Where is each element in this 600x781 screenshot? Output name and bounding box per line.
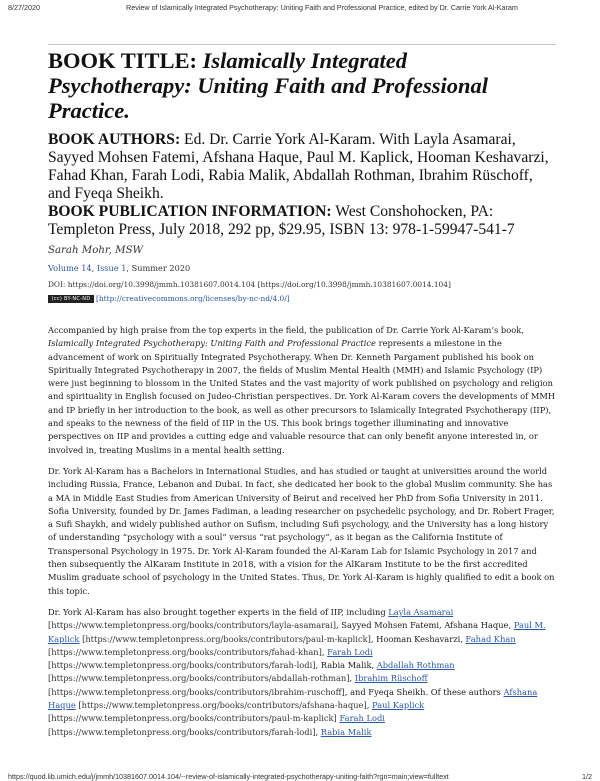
- book-authors-label: BOOK AUTHORS:: [48, 131, 181, 148]
- doi: DOI: https://doi.org/10.3998/jmmh.10381607.0014.104 [https://doi.org/10.3998/jmmh.10381607.0014.104]: [48, 280, 451, 289]
- paragraph-3: Dr. York Al-Karam has also brought together experts in the field of IIP, including Layla Asamarai [https://www.templetonpress.org/books/contributors/layla-asamarai], Sayyed Mohsen Fatemi, Afshana Haque, Paul M. Kaplick [https://www.templetonpress.org/books/contributors/paul-m-kaplick], Hooman Keshavarzi, Fahad Khan [https://www.templetonpress.org/books/contributors/fahad-khan], Farah Lodi [https://www.templetonpress.org/books/contributors/farah-lodi], Rabia Malik, Abdallah Rothman [https://www.templetonpress.org/books/contributors/abdallah-rothman], Ibrahim Rüschoff [https://www.templetonpress.org/books/contributors/ibrahim-ruschoff], and Fyeqa Sheikh. Of these authors Afshana Haque [https://www.templetonpress.org/books/contributors/afshana-haque], Paul Kaplick [https://www.templetonpress.org/books/contributors/paul-m-kaplick] Farah Lodi [https://www.templetonpress.org/books/contributors/farah-lodi], Rabia Malik: [48, 606, 546, 737]
- contributor-link[interactable]: Ibrahim Rüschoff: [354, 673, 428, 684]
- license: [48, 294, 556, 303]
- book-authors-text: Ed. Dr. Carrie York Al-Karam. With Layla Asamarai, Sayyed Mohsen Fatemi, Afshana Haque, Paul M. Kaplick, Hooman Keshavarzi, Fahad Khan, Farah Lodi, Rabia Malik, Abdallah Rothman, Ibrahim Rüschoff, and Fyeqa Sheikh.: [48, 131, 549, 202]
- print-page-title: Review of Islamically Integrated Psychotherapy: Uniting Faith and Professional Practice, edited by Dr. Carrie York Al-Karam: [126, 3, 518, 12]
- contributor-link[interactable]: Layla Asamarai: [388, 606, 454, 617]
- reviewer-name: Sarah Mohr, MSW: [48, 245, 144, 256]
- cc-license-icon[interactable]: (cc) BY-NC-ND: [48, 295, 94, 303]
- contributor-link[interactable]: Afshana Haque: [48, 686, 538, 711]
- book-publication-label: BOOK PUBLICATION INFORMATION:: [48, 203, 332, 220]
- book-title-label: BOOK TITLE:: [48, 48, 198, 73]
- issue-info: Volume 14, Issue 1, Summer 2020: [48, 263, 191, 273]
- book-authors: [48, 131, 556, 203]
- book-title-inline: Islamically Integrated Psychotherapy: Uniting Faith and Professional Practice: [48, 338, 376, 349]
- book-publication: [48, 203, 556, 239]
- contributor-link[interactable]: Abdallah Rothman: [376, 660, 455, 671]
- print-date: 8/27/2020: [8, 3, 40, 12]
- article: [48, 44, 556, 739]
- contributor-link[interactable]: Paul Kaplick: [371, 700, 425, 711]
- license-link[interactable]: [http://creativecommons.org/licenses/by-nc-nd/4.0/]: [96, 294, 290, 303]
- book-publication-text: West Conshohocken, PA: Templeton Press, July 2018, 292 pp, $29.95, ISBN 13: 978-1-59947-541-7: [48, 203, 515, 238]
- book-title: [48, 48, 556, 123]
- top-rule: [48, 44, 556, 45]
- page-number: 1/2: [582, 772, 592, 781]
- contributor-link[interactable]: Farah Lodi: [339, 713, 385, 724]
- contributor-link[interactable]: Rabia Malik: [320, 726, 372, 737]
- paragraph-1: Accompanied by high praise from the top experts in the field, the publication of Dr. Carrie York Al-Karam’s book, Islamically Integrated Psychotherapy: Uniting Faith and Professional Practice represents a milestone in the advancement of work on Spiritually Integrated Psychotherapy. When Dr. Kenneth Pargament published his book on Spiritually Integrated Psychotherapy in 2007, the fields of Muslim Mental Health (MMH) and Islamic Psychology (IP) were just beginning to blossom in the United States and the vast majority of work published on psychology and religion and spirituality in English focused on Judeo-Christian perspectives. Dr. York Al-Karam covers the developments of MMH and IP briefly in her introduction to the book, as well as other precursors to Islamically Integrated Psychotherapy (IIP), and speaks to the newness of the field of IIP in the US. This book brings together illuminating and innovative perspectives on IIP and provides a cutting edge and valuable resource that can only benefit anyone interested in, or involved in, treating Muslims in a mental health setting.: [48, 325, 556, 455]
- book-title-text: Islamically Integrated Psychotherapy: Uniting Faith and Professional Practice.: [48, 48, 489, 123]
- volume-link[interactable]: Volume 14: [48, 263, 92, 273]
- print-url: https://quod.lib.umich.edu/j/jmmh/10381607.0014.104/--review-of-islamically-integrated-psychotherapy-uniting-faith?rgn=main;view=fulltext: [8, 772, 449, 781]
- issue-link[interactable]: Issue 1: [96, 263, 127, 273]
- contributor-link[interactable]: Fahad Khan: [465, 633, 516, 644]
- contributor-link[interactable]: Farah Lodi: [327, 646, 373, 657]
- paragraph-2: Dr. York Al-Karam has a Bachelors in International Studies, and has studied or taught at universities around the world including Russia, France, Lebanon and Dubai. In fact, she dedicated her book to the global Muslim community. She has a MA in Middle East Studies from American University of Beirut and received her PhD from Sofia University in 2011. Sofia University, founded by Dr. James Fadiman, a leading researcher on psychedelic psychology, and Dr. Robert Frager, a Sufi Shaykh, and widely published author on Sufism, including Sufi psychology, and the University has a long history of understanding “psychology with a soul” versus “rat psychology”, as it began as the California Institute of Transpersonal Psychology in 1975. Dr. York Al-Karam founded the Al-Karam Lab for Islamic Psychology in 2017 and then subsequently the AlKaram Institute in 2018, with a vision for the AlKaram Institute to be the first accredited Muslim graduate school of psychology in the United States. Thus, Dr. York Al-Karam is highly qualified to edit a book on this topic.: [48, 465, 555, 596]
- contributor-link[interactable]: Paul M. Kaplick: [48, 620, 546, 644]
